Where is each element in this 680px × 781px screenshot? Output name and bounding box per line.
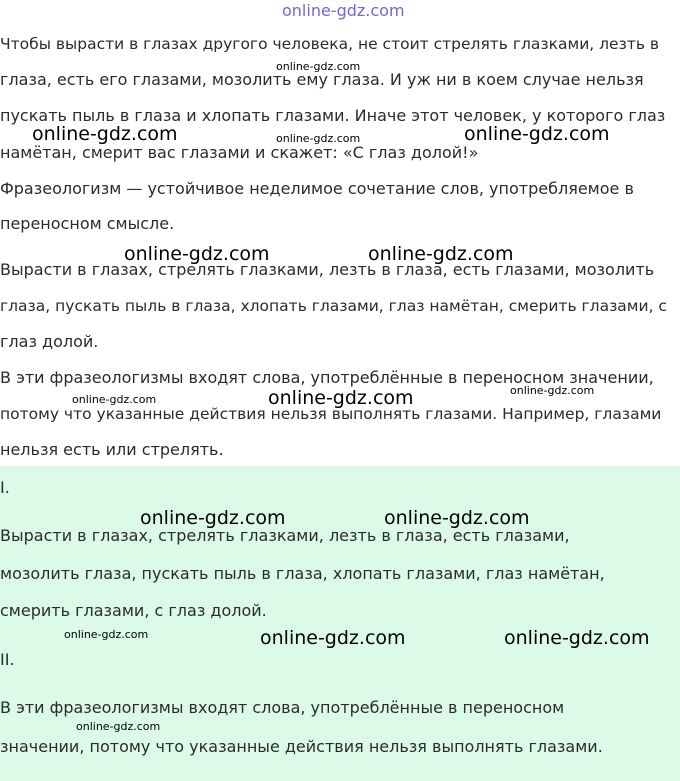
watermark-large: online-gdz.com xyxy=(464,123,610,145)
answer-part2-label: II. xyxy=(0,650,15,669)
watermark-large: online-gdz.com xyxy=(260,627,406,649)
watermark-large: online-gdz.com xyxy=(504,627,650,649)
answer-part1-line-3: смерить глазами, с глаз долой. xyxy=(0,601,267,620)
watermark-large: online-gdz.com xyxy=(32,123,178,145)
watermark-small: online-gdz.com xyxy=(276,60,361,73)
watermark-large: online-gdz.com xyxy=(268,387,414,409)
idioms-line-2: глаза, пускать пыль в глаза, хлопать глазами, глаз намётан, смерить глазами, с xyxy=(0,297,667,315)
explanation-line-1: В эти фразеологизмы входят слова, употреблённые в переносном значении, xyxy=(0,368,654,387)
watermark-small: online-gdz.com xyxy=(72,393,157,406)
answer-part1-line-2: мозолить глаза, пускать пыль в глаза, хлопать глазами, глаз намётан, xyxy=(0,564,605,583)
watermark-large: online-gdz.com xyxy=(124,243,270,265)
explanation-line-2: потому что указанные действия нельзя выполнять глазами. Например, глазами xyxy=(0,405,662,423)
answer-section xyxy=(0,466,680,781)
answer-part1-label: I. xyxy=(0,478,10,497)
watermark-small: online-gdz.com xyxy=(64,628,149,641)
answer-part1-line-1: Вырасти в глазах, стрелять глазками, лезть в глаза, есть глазами, xyxy=(0,526,570,545)
watermark-large: online-gdz.com xyxy=(384,507,530,529)
answer-part2-line-1: В эти фразеологизмы входят слова, употреблённые в переносном xyxy=(0,698,565,717)
watermark-large: online-gdz.com xyxy=(140,507,286,529)
answer-part2-line-2: значении, потому что указанные действия нельзя выполнять глазами. xyxy=(0,737,603,756)
watermark-small: online-gdz.com xyxy=(76,720,161,733)
idioms-line-1: Вырасти в глазах, стрелять глазками, лезть в глаза, есть глазами, мозолить xyxy=(0,260,655,279)
intro-line-1: Чтобы вырасти в глазах другого человека, не стоит стрелять глазками, лезть в xyxy=(0,35,660,53)
definition-line-1: Фразеологизм — устойчивое неделимое сочетание слов, употребляемое в xyxy=(0,179,634,198)
watermark-large: online-gdz.com xyxy=(368,243,514,265)
explanation-line-3: нельзя есть или стрелять. xyxy=(0,440,224,459)
intro-line-2: глаза, есть его глазами, мозолить ему глаза. И уж ни в коем случае нельзя xyxy=(0,70,644,89)
idioms-line-3: глаз долой. xyxy=(0,332,99,351)
definition-line-2: переносном смысле. xyxy=(0,214,175,233)
intro-line-3: пускать пыль в глаза и хлопать глазами. Иначе этот человек, у которого глаз xyxy=(0,106,666,125)
site-watermark-header: online-gdz.com xyxy=(282,1,405,20)
watermark-small: online-gdz.com xyxy=(510,384,595,397)
watermark-small: online-gdz.com xyxy=(276,132,361,145)
intro-line-4: намётан, смерит вас глазами и скажет: «С глаз долой!» xyxy=(0,143,479,162)
